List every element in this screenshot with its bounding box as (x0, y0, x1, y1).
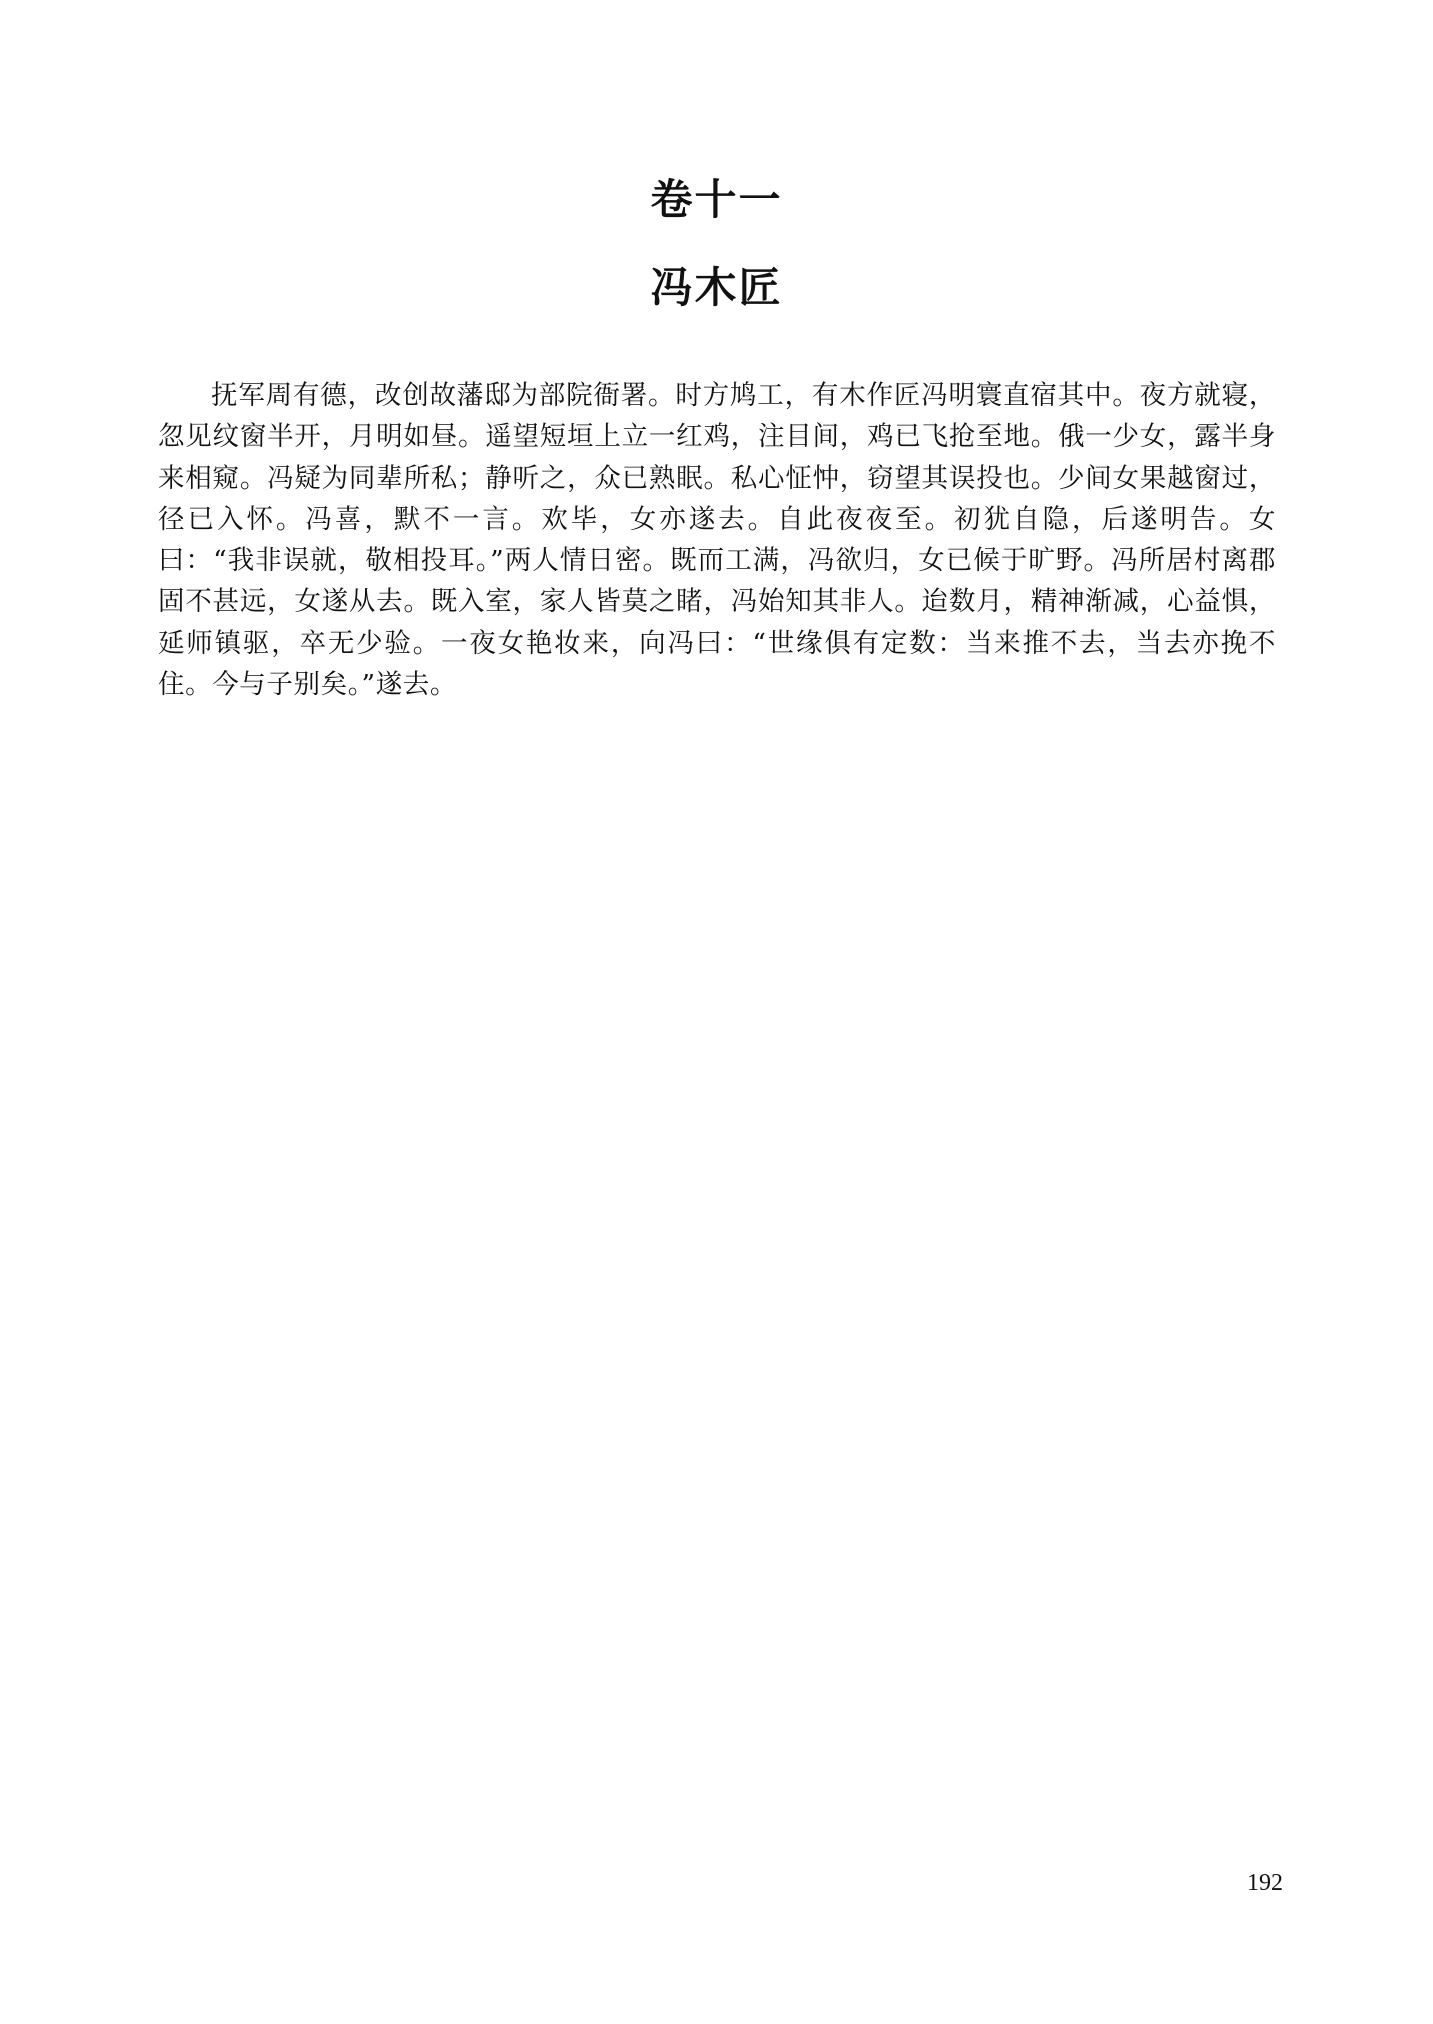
volume-title: 卷十一 (650, 175, 783, 224)
body-paragraph: 抚军周有德，改创故藩邸为部院衙署。时方鸠工，有木作匠冯明寰直宿其中。夜方就寝，忽见纹窗半开，月明如昼。遥望短垣上立一红鸡，注目间，鸡已飞抢至地。俄一少女，露半身来相窥。冯疑为同辈所私；静听之，众已熟眠。私心怔忡，窃望其误投也。少间女果越窗过，径已入怀。冯喜，默不一言。欢毕，女亦遂去。自此夜夜至。初犹自隐，后遂明告。女曰：“我非误就，敬相投耳。”两人情日密。既而工满，冯欲归，女已候于旷野。冯所居村离郡固不甚远，女遂从去。既入室，家人皆莫之睹，冯始知其非人。迨数月，精神渐减，心益惧，延师镇驱，卒无少验。一夜女艳妆来，向冯曰：“世缘俱有定数：当来推不去，当去亦挽不住。今与子别矣。”遂去。 (158, 380, 1276, 701)
page-number: 192 (1247, 1870, 1283, 1896)
chapter-title: 冯木匠 (650, 263, 783, 312)
